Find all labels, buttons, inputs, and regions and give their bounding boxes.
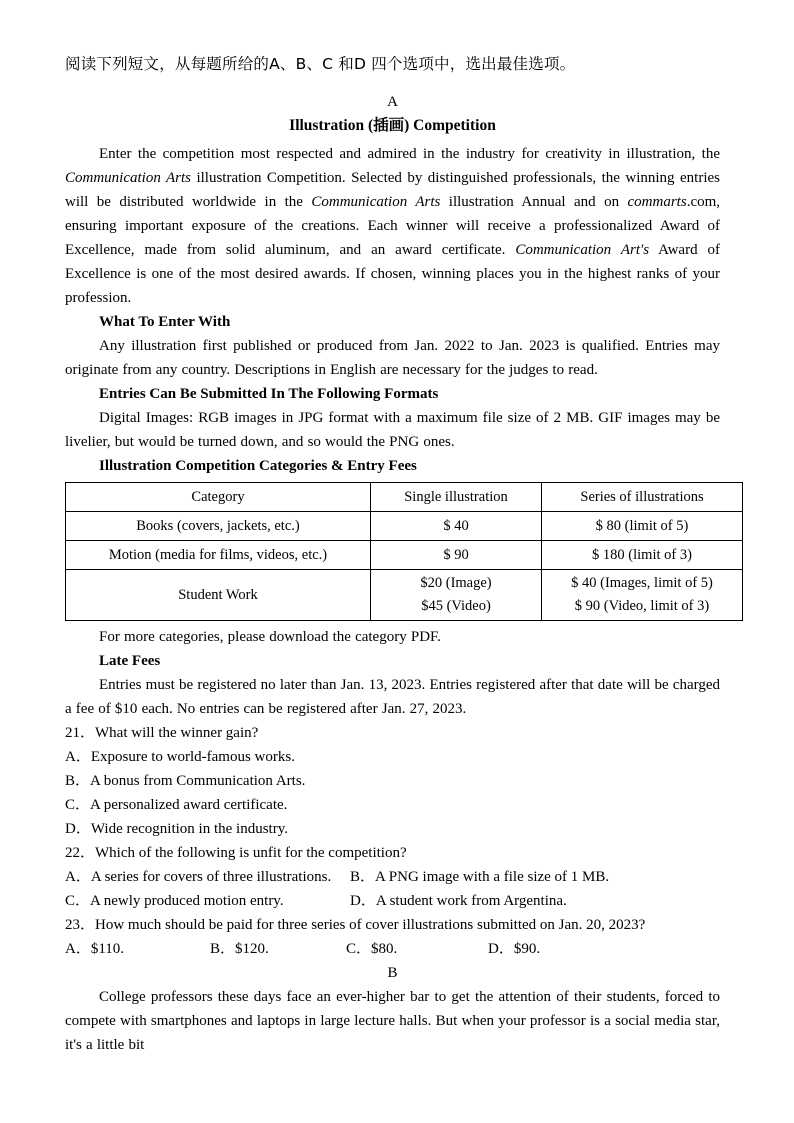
option-label: B． — [350, 869, 376, 885]
question-23-option-a[interactable] — [65, 937, 124, 961]
question-22-stem — [65, 841, 720, 865]
option-text: A personalized award certificate. — [90, 797, 288, 813]
student-single-line-2: $45 (Video) — [421, 598, 491, 614]
option-text: $120. — [235, 941, 269, 957]
fee-table-heading: Illustration Competition Categories & Entry Fees — [99, 458, 417, 474]
intro-seg-1: Enter the competition most respected and admired in the industry for creativity in illustration, the — [99, 146, 720, 162]
option-label: D． — [488, 941, 514, 957]
passage-b-body: College professors these days face an ever-higher bar to get the attention of their students, forced to compete with smartphones and laptops in large lecture halls. But when your professor is a social media star, it's a little bit — [65, 989, 720, 1053]
intro-italic-4: Communication Art's — [515, 242, 650, 258]
cell-category: Books (covers, jackets, etc.) — [66, 512, 371, 541]
table-row — [66, 541, 743, 570]
cell-single: $ 90 — [371, 541, 542, 570]
question-23-option-c[interactable] — [346, 937, 397, 961]
option-text: A student work from Argentina. — [375, 893, 567, 909]
option-label: A． — [65, 941, 91, 957]
option-label: A． — [65, 869, 91, 885]
option-text: A bonus from Communication Arts. — [90, 773, 306, 789]
question-22-options-row-1 — [65, 865, 720, 889]
question-21-number: 21． — [65, 725, 96, 741]
intro-italic-1: Communication Arts — [65, 170, 192, 186]
intro-italic-2: Communication Arts — [311, 194, 441, 210]
cell-category-student: Student Work — [66, 570, 371, 621]
student-single-line-1: $20 (Image) — [420, 575, 492, 591]
intro-seg-5: Award of Excellence is one of the most desired awards. If chosen, winning places you in the highest ranks of your profession. — [65, 242, 720, 306]
option-text: Wide recognition in the industry. — [90, 821, 288, 837]
formats-heading: Entries Can Be Submitted In The Following Formats — [99, 386, 439, 402]
fee-table — [65, 482, 743, 621]
table-row — [66, 512, 743, 541]
option-label: C． — [65, 893, 91, 909]
question-21-option-c[interactable] — [65, 793, 720, 817]
cell-series-student — [542, 570, 743, 621]
cell-series: $ 80 (limit of 5) — [542, 512, 743, 541]
intro-seg-4: .com, ensuring important exposure of the creations. Each winner will receive a professionalized Award of Excellence, made from solid aluminum, and an award certificate. — [65, 194, 721, 258]
question-23-stem — [65, 913, 720, 937]
intro-italic-3: commarts — [627, 194, 687, 210]
what-to-enter-heading: What To Enter With — [99, 314, 231, 330]
question-21-stem — [65, 721, 720, 745]
question-23-option-b[interactable] — [210, 937, 269, 961]
question-21-option-a[interactable] — [65, 745, 720, 769]
option-label: D． — [65, 821, 91, 837]
header-single: Single illustration — [371, 483, 542, 512]
option-label: C． — [65, 797, 91, 813]
question-22-number: 22． — [65, 845, 96, 861]
header-series: Series of illustrations — [542, 483, 743, 512]
option-text: $80. — [371, 941, 398, 957]
question-23-options-row — [65, 937, 720, 961]
option-text: A newly produced motion entry. — [90, 893, 284, 909]
option-label: A． — [65, 749, 91, 765]
question-22-option-d[interactable] — [350, 889, 567, 913]
passage-b-marker: B — [387, 965, 398, 981]
formats-body: Digital Images: RGB images in JPG format with a maximum file size of 2 MB. GIF images may be livelier, but would be turned down, and so would the PNG ones. — [65, 410, 720, 450]
question-23-option-d[interactable] — [488, 937, 540, 961]
question-22-options-row-2 — [65, 889, 720, 913]
question-21-option-b[interactable] — [65, 769, 720, 793]
option-text: $90. — [513, 941, 541, 957]
question-22-text: Which of the following is unfit for the competition? — [95, 845, 407, 861]
question-21-option-d[interactable] — [65, 817, 720, 841]
question-22-option-c[interactable] — [65, 889, 284, 913]
cell-single-student — [371, 570, 542, 621]
intro-seg-3: illustration Annual and on — [440, 194, 628, 210]
table-row-student — [66, 570, 743, 621]
option-text: A PNG image with a file size of 1 MB. — [375, 869, 610, 885]
cell-single: $ 40 — [371, 512, 542, 541]
late-fees-body: Entries must be registered no later than Jan. 13, 2023. Entries registered after that date will be charged a fee of $10 each. No entries can be registered after Jan. 27, 2023. — [65, 677, 720, 717]
question-22-option-b[interactable] — [350, 865, 609, 889]
cell-series: $ 180 (limit of 3) — [542, 541, 743, 570]
question-23-text: How much should be paid for three series of cover illustrations submitted on Jan. 20, 2023? — [95, 917, 646, 933]
what-to-enter-body: Any illustration first published or produced from Jan. 2022 to Jan. 2023 is qualified. Entries may originate from any country. Descriptions in English are necessary for the judges to read. — [65, 338, 720, 378]
student-series-line-1: $ 40 (Images, limit of 5) — [571, 575, 713, 591]
cell-category: Motion (media for films, videos, etc.) — [66, 541, 371, 570]
option-label: C． — [346, 941, 372, 957]
option-label: D． — [350, 893, 376, 909]
question-22-option-a[interactable] — [65, 865, 331, 889]
option-text: A series for covers of three illustrations. — [90, 869, 332, 885]
option-label: B． — [210, 941, 236, 957]
question-23-number: 23． — [65, 917, 96, 933]
option-text: $110. — [90, 941, 125, 957]
passage-a-marker: A — [387, 94, 398, 110]
option-label: B． — [65, 773, 91, 789]
instruction-line: 阅读下列短文，从每题所给的A、B、C 和D 四个选项中，选出最佳选项。 — [65, 55, 576, 73]
question-21-text: What will the winner gain? — [95, 725, 259, 741]
table-header-row — [66, 483, 743, 512]
intro-seg-2: illustration Competition. Selected by distinguished professionals, the winning entries will be distributed worldwide in the — [65, 170, 720, 210]
option-text: Exposure to world-famous works. — [90, 749, 295, 765]
passage-a-intro — [65, 142, 720, 310]
header-category: Category — [66, 483, 371, 512]
pdf-note: For more categories, please download the category PDF. — [99, 629, 441, 645]
passage-a-title: Illustration (插画) Competition — [289, 117, 496, 134]
student-series-line-2: $ 90 (Video, limit of 3) — [574, 598, 710, 614]
late-fees-heading: Late Fees — [99, 653, 161, 669]
